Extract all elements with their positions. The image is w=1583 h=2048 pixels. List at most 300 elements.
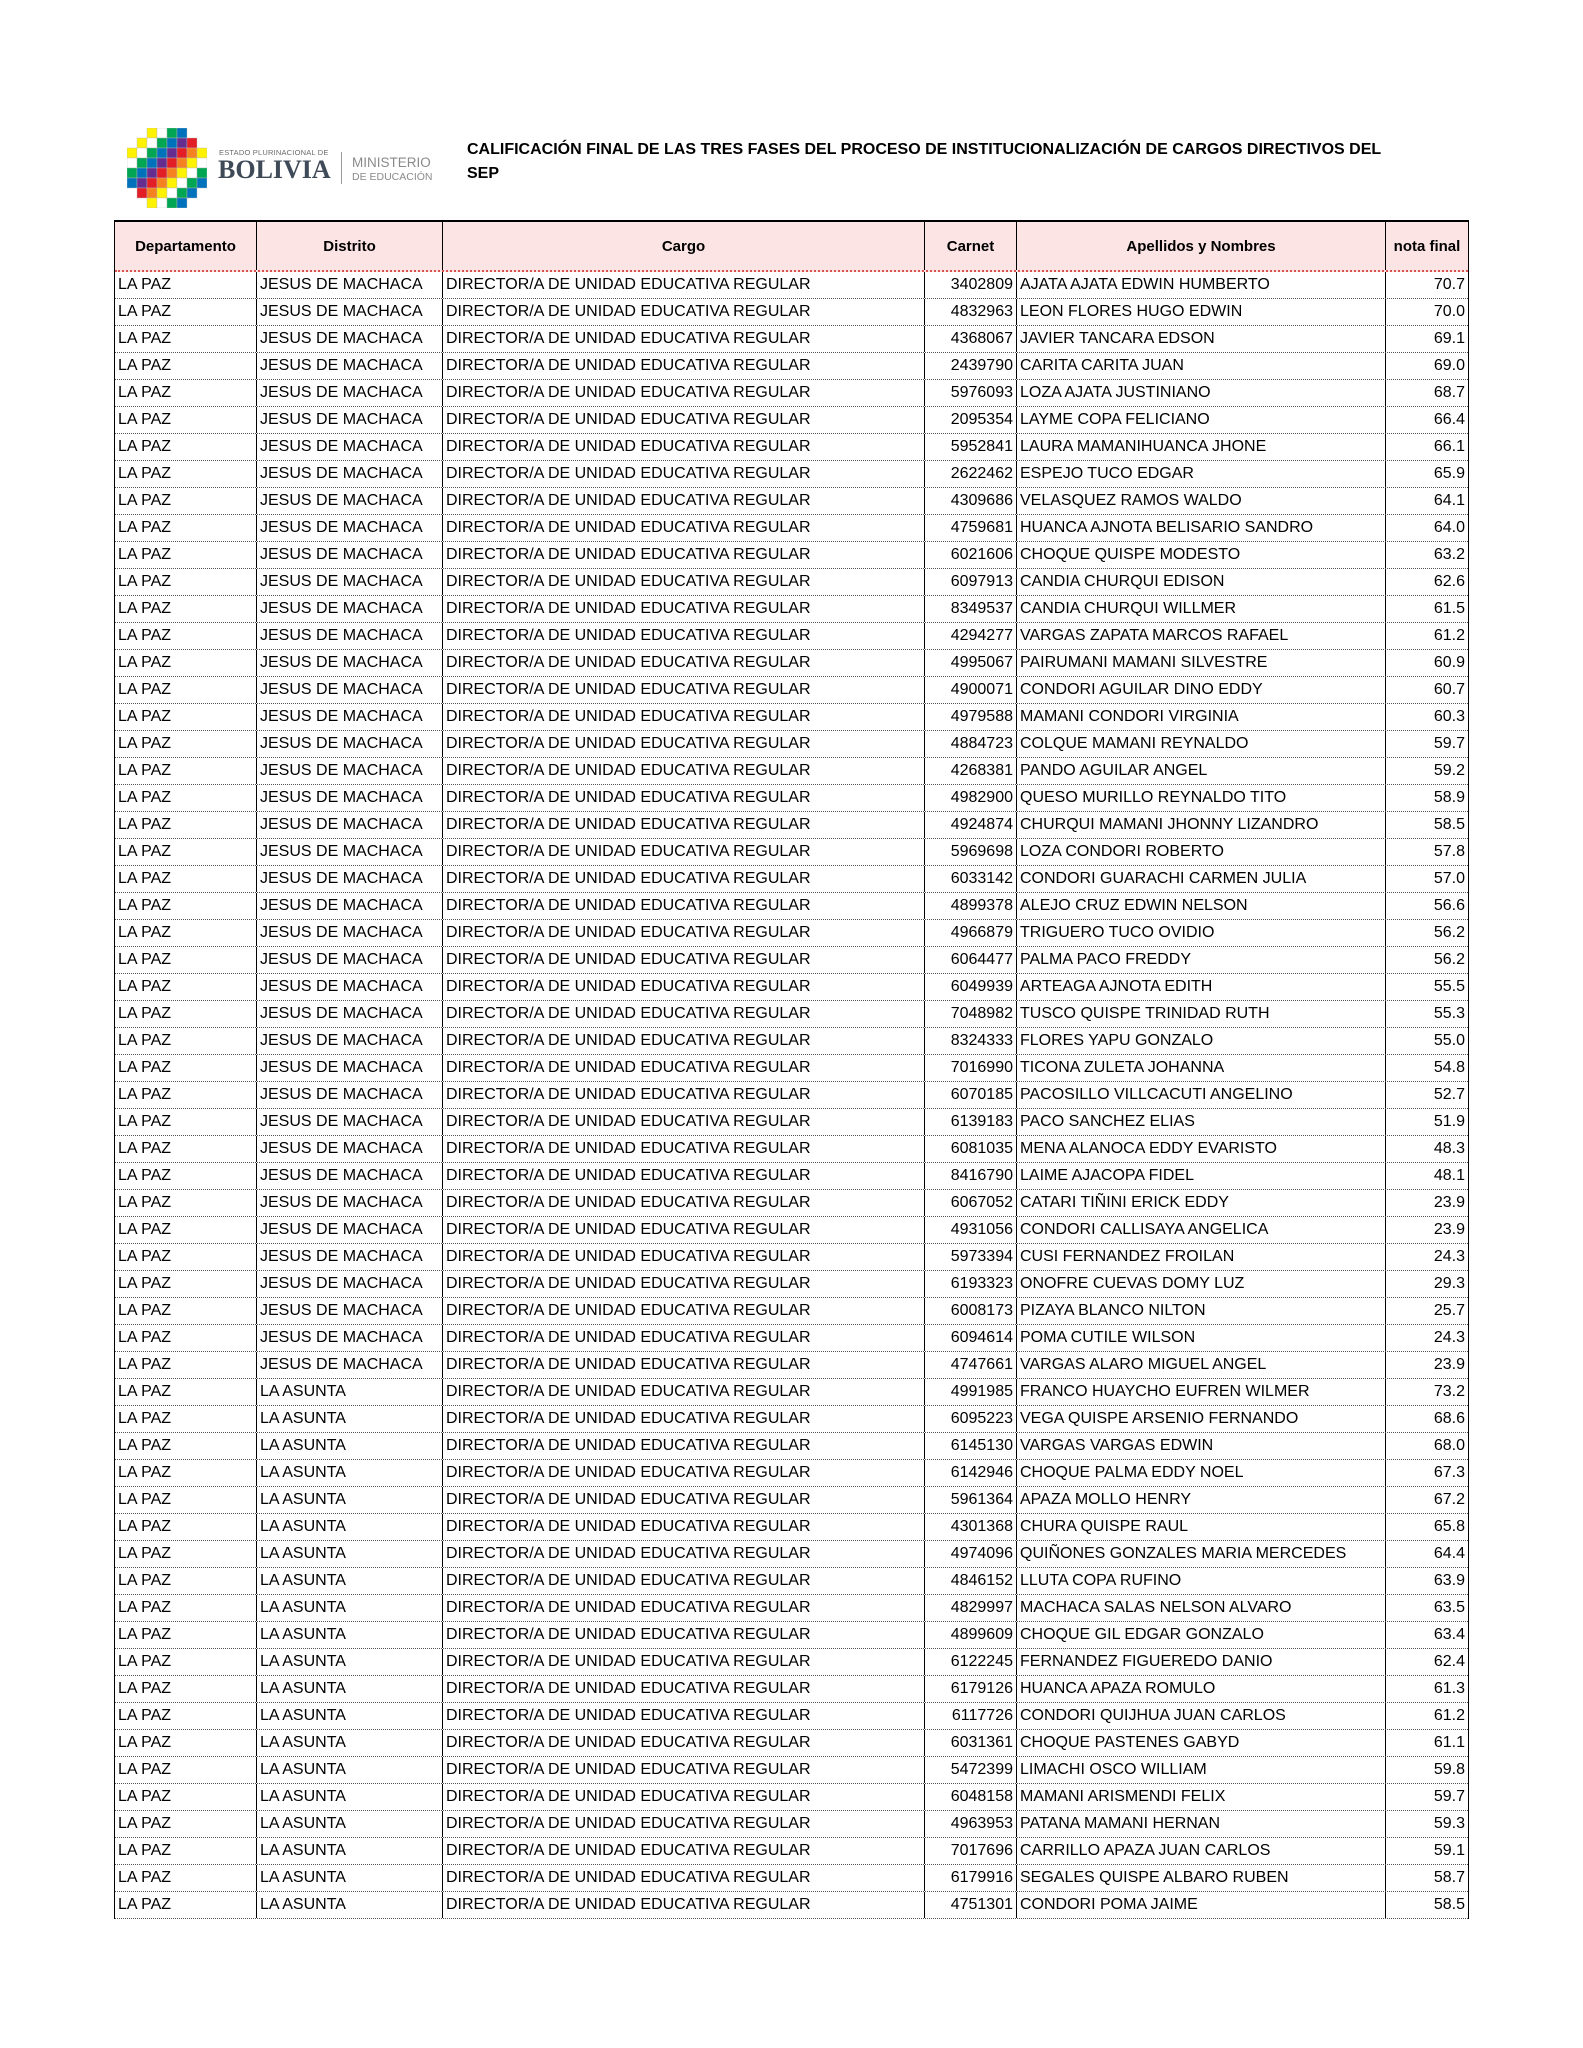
nota-final-cell: 63.2 <box>1433 546 1465 563</box>
table-row <box>115 1595 1468 1622</box>
table-row <box>115 434 1468 461</box>
carnet-cell: 6021606 <box>925 542 1017 568</box>
carnet-cell: 8416790 <box>925 1163 1017 1189</box>
table-row <box>115 515 1468 542</box>
nota-final-cell: 56.2 <box>1433 924 1465 941</box>
cargo-cell: DIRECTOR/A DE UNIDAD EDUCATIVA REGULAR <box>443 1433 925 1459</box>
table-row <box>115 704 1468 731</box>
cargo-cell: DIRECTOR/A DE UNIDAD EDUCATIVA REGULAR <box>443 380 925 406</box>
cargo-cell: DIRECTOR/A DE UNIDAD EDUCATIVA REGULAR <box>443 1811 925 1837</box>
distrito-cell: LA ASUNTA <box>257 1811 443 1837</box>
carnet-cell: 6049939 <box>925 974 1017 1000</box>
distrito-cell: LA ASUNTA <box>257 1892 443 1918</box>
distrito-cell: JESUS DE MACHACA <box>257 299 443 325</box>
departamento-cell: LA PAZ <box>115 407 257 433</box>
carnet-cell: 6095223 <box>925 1406 1017 1432</box>
distrito-cell: LA ASUNTA <box>257 1433 443 1459</box>
emblem-square <box>157 178 167 188</box>
document-title-line2: SEP <box>467 165 500 182</box>
table-row <box>115 1757 1468 1784</box>
cargo-cell: DIRECTOR/A DE UNIDAD EDUCATIVA REGULAR <box>443 731 925 757</box>
emblem-square <box>157 188 167 198</box>
table-row <box>115 1514 1468 1541</box>
cargo-cell: DIRECTOR/A DE UNIDAD EDUCATIVA REGULAR <box>443 1406 925 1432</box>
nota-final-cell: 23.9 <box>1433 1194 1465 1211</box>
cargo-cell: DIRECTOR/A DE UNIDAD EDUCATIVA REGULAR <box>443 1082 925 1108</box>
apellidos-nombres-cell: CONDORI GUARACHI CARMEN JULIA <box>1017 866 1386 892</box>
nota-final-cell: 58.5 <box>1433 816 1465 833</box>
carnet-cell: 4931056 <box>925 1217 1017 1243</box>
distrito-cell: LA ASUNTA <box>257 1406 443 1432</box>
apellidos-nombres-cell: HUANCA APAZA ROMULO <box>1017 1676 1386 1702</box>
column-header-cargo: Cargo <box>443 222 925 270</box>
apellidos-nombres-cell: PAIRUMANI MAMANI SILVESTRE <box>1017 650 1386 676</box>
apellidos-nombres-cell: FERNANDEZ FIGUEREDO DANIO <box>1017 1649 1386 1675</box>
departamento-cell: LA PAZ <box>115 839 257 865</box>
table-row <box>115 623 1468 650</box>
distrito-cell: LA ASUNTA <box>257 1730 443 1756</box>
departamento-cell: LA PAZ <box>115 1676 257 1702</box>
apellidos-nombres-cell: CONDORI CALLISAYA ANGELICA <box>1017 1217 1386 1243</box>
table-row <box>115 920 1468 947</box>
departamento-cell: LA PAZ <box>115 1055 257 1081</box>
distrito-cell: JESUS DE MACHACA <box>257 1352 443 1378</box>
carnet-cell: 5961364 <box>925 1487 1017 1513</box>
cargo-cell: DIRECTOR/A DE UNIDAD EDUCATIVA REGULAR <box>443 1001 925 1027</box>
emblem-square <box>187 158 197 168</box>
nota-final-cell: 73.2 <box>1433 1383 1465 1400</box>
nota-final-cell: 70.0 <box>1433 303 1465 320</box>
cargo-cell: DIRECTOR/A DE UNIDAD EDUCATIVA REGULAR <box>443 488 925 514</box>
departamento-cell: LA PAZ <box>115 677 257 703</box>
table-row <box>115 1811 1468 1838</box>
column-header-carnet: Carnet <box>925 222 1017 270</box>
apellidos-nombres-cell: VELASQUEZ RAMOS WALDO <box>1017 488 1386 514</box>
apellidos-nombres-cell: PACO SANCHEZ ELIAS <box>1017 1109 1386 1135</box>
table-row <box>115 974 1468 1001</box>
apellidos-nombres-cell: ARTEAGA AJNOTA EDITH <box>1017 974 1386 1000</box>
emblem-square <box>127 158 137 168</box>
emblem-square <box>197 178 207 188</box>
table-row <box>115 299 1468 326</box>
carnet-cell: 6117726 <box>925 1703 1017 1729</box>
table-row <box>115 326 1468 353</box>
departamento-cell: LA PAZ <box>115 1460 257 1486</box>
departamento-cell: LA PAZ <box>115 1217 257 1243</box>
distrito-cell: LA ASUNTA <box>257 1622 443 1648</box>
departamento-cell: LA PAZ <box>115 1325 257 1351</box>
emblem-square <box>167 138 177 148</box>
cargo-cell: DIRECTOR/A DE UNIDAD EDUCATIVA REGULAR <box>443 1892 925 1918</box>
departamento-cell: LA PAZ <box>115 353 257 379</box>
distrito-cell: JESUS DE MACHACA <box>257 731 443 757</box>
departamento-cell: LA PAZ <box>115 1541 257 1567</box>
cargo-cell: DIRECTOR/A DE UNIDAD EDUCATIVA REGULAR <box>443 569 925 595</box>
distrito-cell: LA ASUNTA <box>257 1541 443 1567</box>
carnet-cell: 6145130 <box>925 1433 1017 1459</box>
apellidos-nombres-cell: CHOQUE GIL EDGAR GONZALO <box>1017 1622 1386 1648</box>
table-row <box>115 1163 1468 1190</box>
departamento-cell: LA PAZ <box>115 1406 257 1432</box>
apellidos-nombres-cell: LAURA MAMANIHUANCA JHONE <box>1017 434 1386 460</box>
nota-final-cell: 61.2 <box>1433 1707 1465 1724</box>
apellidos-nombres-cell: LOZA AJATA JUSTINIANO <box>1017 380 1386 406</box>
nota-final-cell: 59.7 <box>1433 735 1465 752</box>
nota-final-cell: 54.8 <box>1433 1059 1465 1076</box>
carnet-cell: 4846152 <box>925 1568 1017 1594</box>
nota-final-cell: 25.7 <box>1433 1302 1465 1319</box>
carnet-cell: 4979588 <box>925 704 1017 730</box>
distrito-cell: JESUS DE MACHACA <box>257 407 443 433</box>
distrito-cell: JESUS DE MACHACA <box>257 434 443 460</box>
cargo-cell: DIRECTOR/A DE UNIDAD EDUCATIVA REGULAR <box>443 1568 925 1594</box>
cargo-cell: DIRECTOR/A DE UNIDAD EDUCATIVA REGULAR <box>443 1649 925 1675</box>
table-row <box>115 1082 1468 1109</box>
departamento-cell: LA PAZ <box>115 299 257 325</box>
departamento-cell: LA PAZ <box>115 1649 257 1675</box>
departamento-cell: LA PAZ <box>115 1703 257 1729</box>
cargo-cell: DIRECTOR/A DE UNIDAD EDUCATIVA REGULAR <box>443 1730 925 1756</box>
cargo-cell: DIRECTOR/A DE UNIDAD EDUCATIVA REGULAR <box>443 1514 925 1540</box>
distrito-cell: JESUS DE MACHACA <box>257 623 443 649</box>
emblem-square <box>177 198 187 208</box>
apellidos-nombres-cell: VARGAS VARGAS EDWIN <box>1017 1433 1386 1459</box>
apellidos-nombres-cell: POMA CUTILE WILSON <box>1017 1325 1386 1351</box>
distrito-cell: JESUS DE MACHACA <box>257 488 443 514</box>
carnet-cell: 8324333 <box>925 1028 1017 1054</box>
emblem-square <box>187 168 197 178</box>
cargo-cell: DIRECTOR/A DE UNIDAD EDUCATIVA REGULAR <box>443 623 925 649</box>
nota-final-cell: 68.0 <box>1433 1437 1465 1454</box>
emblem-square <box>187 178 197 188</box>
apellidos-nombres-cell: COLQUE MAMANI REYNALDO <box>1017 731 1386 757</box>
table-row <box>115 812 1468 839</box>
distrito-cell: JESUS DE MACHACA <box>257 1028 443 1054</box>
distrito-cell: JESUS DE MACHACA <box>257 974 443 1000</box>
distrito-cell: JESUS DE MACHACA <box>257 1244 443 1270</box>
departamento-cell: LA PAZ <box>115 1433 257 1459</box>
cargo-cell: DIRECTOR/A DE UNIDAD EDUCATIVA REGULAR <box>443 542 925 568</box>
carnet-cell: 4294277 <box>925 623 1017 649</box>
logo-state-text: ESTADO PLURINACIONAL DE <box>219 148 329 157</box>
departamento-cell: LA PAZ <box>115 920 257 946</box>
distrito-cell: LA ASUNTA <box>257 1784 443 1810</box>
nota-final-cell: 61.2 <box>1433 627 1465 644</box>
apellidos-nombres-cell: FLORES YAPU GONZALO <box>1017 1028 1386 1054</box>
table-row <box>115 1217 1468 1244</box>
apellidos-nombres-cell: CANDIA CHURQUI EDISON <box>1017 569 1386 595</box>
table-row <box>115 1460 1468 1487</box>
table-row <box>115 1136 1468 1163</box>
distrito-cell: LA ASUNTA <box>257 1460 443 1486</box>
carnet-cell: 6070185 <box>925 1082 1017 1108</box>
table-row <box>115 1055 1468 1082</box>
cargo-cell: DIRECTOR/A DE UNIDAD EDUCATIVA REGULAR <box>443 785 925 811</box>
emblem-square <box>157 138 167 148</box>
emblem-square <box>147 128 157 138</box>
cargo-cell: DIRECTOR/A DE UNIDAD EDUCATIVA REGULAR <box>443 1541 925 1567</box>
cargo-cell: DIRECTOR/A DE UNIDAD EDUCATIVA REGULAR <box>443 1784 925 1810</box>
table-row <box>115 353 1468 380</box>
distrito-cell: JESUS DE MACHACA <box>257 758 443 784</box>
nota-final-cell: 61.5 <box>1433 600 1465 617</box>
distrito-cell: JESUS DE MACHACA <box>257 353 443 379</box>
table-row <box>115 1784 1468 1811</box>
departamento-cell: LA PAZ <box>115 1595 257 1621</box>
table-row <box>115 1703 1468 1730</box>
nota-final-cell: 65.8 <box>1433 1518 1465 1535</box>
cargo-cell: DIRECTOR/A DE UNIDAD EDUCATIVA REGULAR <box>443 299 925 325</box>
table-row <box>115 650 1468 677</box>
departamento-cell: LA PAZ <box>115 785 257 811</box>
distrito-cell: LA ASUNTA <box>257 1487 443 1513</box>
table-row <box>115 380 1468 407</box>
column-header-nota-final: nota final <box>1393 237 1461 255</box>
nota-final-cell: 63.4 <box>1433 1626 1465 1643</box>
departamento-cell: LA PAZ <box>115 1514 257 1540</box>
departamento-cell: LA PAZ <box>115 488 257 514</box>
apellidos-nombres-cell: VEGA QUISPE ARSENIO FERNANDO <box>1017 1406 1386 1432</box>
departamento-cell: LA PAZ <box>115 1892 257 1918</box>
emblem-square <box>177 168 187 178</box>
distrito-cell: JESUS DE MACHACA <box>257 1298 443 1324</box>
cargo-cell: DIRECTOR/A DE UNIDAD EDUCATIVA REGULAR <box>443 326 925 352</box>
carnet-cell: 2622462 <box>925 461 1017 487</box>
apellidos-nombres-cell: TUSCO QUISPE TRINIDAD RUTH <box>1017 1001 1386 1027</box>
departamento-cell: LA PAZ <box>115 947 257 973</box>
table-row <box>115 488 1468 515</box>
departamento-cell: LA PAZ <box>115 434 257 460</box>
carnet-cell: 6193323 <box>925 1271 1017 1297</box>
cargo-cell: DIRECTOR/A DE UNIDAD EDUCATIVA REGULAR <box>443 1244 925 1270</box>
apellidos-nombres-cell: CUSI FERNANDEZ FROILAN <box>1017 1244 1386 1270</box>
nota-final-cell: 66.4 <box>1433 411 1465 428</box>
departamento-cell: LA PAZ <box>115 272 257 298</box>
apellidos-nombres-cell: CHURQUI MAMANI JHONNY LIZANDRO <box>1017 812 1386 838</box>
apellidos-nombres-cell: LEON FLORES HUGO EDWIN <box>1017 299 1386 325</box>
cargo-cell: DIRECTOR/A DE UNIDAD EDUCATIVA REGULAR <box>443 272 925 298</box>
distrito-cell: JESUS DE MACHACA <box>257 704 443 730</box>
carnet-cell: 5973394 <box>925 1244 1017 1270</box>
table-row <box>115 1379 1468 1406</box>
emblem-square <box>127 178 137 188</box>
departamento-cell: LA PAZ <box>115 326 257 352</box>
nota-final-cell: 48.3 <box>1433 1140 1465 1157</box>
apellidos-nombres-cell: PALMA PACO FREDDY <box>1017 947 1386 973</box>
table-row <box>115 839 1468 866</box>
distrito-cell: JESUS DE MACHACA <box>257 920 443 946</box>
departamento-cell: LA PAZ <box>115 1784 257 1810</box>
apellidos-nombres-cell: MAMANI CONDORI VIRGINIA <box>1017 704 1386 730</box>
nota-final-cell: 52.7 <box>1433 1086 1465 1103</box>
nota-final-cell: 59.3 <box>1433 1815 1465 1832</box>
table-row <box>115 1190 1468 1217</box>
cargo-cell: DIRECTOR/A DE UNIDAD EDUCATIVA REGULAR <box>443 407 925 433</box>
emblem-square <box>157 198 167 208</box>
distrito-cell: JESUS DE MACHACA <box>257 677 443 703</box>
table-row <box>115 569 1468 596</box>
cargo-cell: DIRECTOR/A DE UNIDAD EDUCATIVA REGULAR <box>443 947 925 973</box>
apellidos-nombres-cell: CHOQUE PALMA EDDY NOEL <box>1017 1460 1386 1486</box>
nota-final-cell: 68.7 <box>1433 384 1465 401</box>
emblem-square <box>177 148 187 158</box>
departamento-cell: LA PAZ <box>115 1811 257 1837</box>
departamento-cell: LA PAZ <box>115 1487 257 1513</box>
carnet-cell: 6031361 <box>925 1730 1017 1756</box>
document-title <box>467 138 1381 186</box>
carnet-cell: 6094614 <box>925 1325 1017 1351</box>
table-row <box>115 1244 1468 1271</box>
cargo-cell: DIRECTOR/A DE UNIDAD EDUCATIVA REGULAR <box>443 866 925 892</box>
cargo-cell: DIRECTOR/A DE UNIDAD EDUCATIVA REGULAR <box>443 839 925 865</box>
apellidos-nombres-cell: AJATA AJATA EDWIN HUMBERTO <box>1017 272 1386 298</box>
cargo-cell: DIRECTOR/A DE UNIDAD EDUCATIVA REGULAR <box>443 1325 925 1351</box>
table-row <box>115 1028 1468 1055</box>
logo-divider <box>341 152 342 184</box>
logo-ministry-line2: DE EDUCACIÓN <box>352 171 433 183</box>
carnet-cell: 4900071 <box>925 677 1017 703</box>
apellidos-nombres-cell: QUESO MURILLO REYNALDO TITO <box>1017 785 1386 811</box>
emblem-square <box>197 168 207 178</box>
table-row <box>115 1676 1468 1703</box>
nota-final-cell: 64.0 <box>1433 519 1465 536</box>
nota-final-cell: 48.1 <box>1433 1167 1465 1184</box>
distrito-cell: JESUS DE MACHACA <box>257 893 443 919</box>
emblem-square <box>157 128 167 138</box>
departamento-cell: LA PAZ <box>115 1001 257 1027</box>
nota-final-cell: 60.7 <box>1433 681 1465 698</box>
nota-final-cell: 67.2 <box>1433 1491 1465 1508</box>
apellidos-nombres-cell: SEGALES QUISPE ALBARO RUBEN <box>1017 1865 1386 1891</box>
apellidos-nombres-cell: QUIÑONES GONZALES MARIA MERCEDES <box>1017 1541 1386 1567</box>
emblem-square <box>177 138 187 148</box>
carnet-cell: 7017696 <box>925 1838 1017 1864</box>
departamento-cell: LA PAZ <box>115 758 257 784</box>
departamento-cell: LA PAZ <box>115 812 257 838</box>
carnet-cell: 3402809 <box>925 272 1017 298</box>
departamento-cell: LA PAZ <box>115 974 257 1000</box>
table-row <box>115 1487 1468 1514</box>
emblem-square <box>137 178 147 188</box>
departamento-cell: LA PAZ <box>115 1028 257 1054</box>
logo-ministry-line1: MINISTERIO <box>352 155 431 170</box>
departamento-cell: LA PAZ <box>115 1757 257 1783</box>
results-table <box>114 220 1469 1919</box>
column-header-distrito: Distrito <box>257 222 443 270</box>
table-row <box>115 596 1468 623</box>
apellidos-nombres-cell: FRANCO HUAYCHO EUFREN WILMER <box>1017 1379 1386 1405</box>
emblem-square <box>157 148 167 158</box>
table-row <box>115 1352 1468 1379</box>
cargo-cell: DIRECTOR/A DE UNIDAD EDUCATIVA REGULAR <box>443 1676 925 1702</box>
carnet-cell: 6033142 <box>925 866 1017 892</box>
distrito-cell: JESUS DE MACHACA <box>257 1190 443 1216</box>
distrito-cell: JESUS DE MACHACA <box>257 947 443 973</box>
table-header-row <box>115 220 1468 272</box>
distrito-cell: JESUS DE MACHACA <box>257 326 443 352</box>
emblem-square <box>147 138 157 148</box>
emblem-square <box>147 188 157 198</box>
cargo-cell: DIRECTOR/A DE UNIDAD EDUCATIVA REGULAR <box>443 1460 925 1486</box>
apellidos-nombres-cell: ESPEJO TUCO EDGAR <box>1017 461 1386 487</box>
apellidos-nombres-cell: CONDORI AGUILAR DINO EDDY <box>1017 677 1386 703</box>
table-body <box>115 272 1468 1919</box>
cargo-cell: DIRECTOR/A DE UNIDAD EDUCATIVA REGULAR <box>443 1865 925 1891</box>
emblem-square <box>167 128 177 138</box>
distrito-cell: JESUS DE MACHACA <box>257 542 443 568</box>
emblem-square <box>167 188 177 198</box>
emblem-square <box>137 158 147 168</box>
nota-final-cell: 59.2 <box>1433 762 1465 779</box>
table-row <box>115 866 1468 893</box>
emblem-square <box>127 148 137 158</box>
departamento-cell: LA PAZ <box>115 704 257 730</box>
departamento-cell: LA PAZ <box>115 1730 257 1756</box>
table-row <box>115 893 1468 920</box>
nota-final-cell: 51.9 <box>1433 1113 1465 1130</box>
table-row <box>115 1730 1468 1757</box>
distrito-cell: JESUS DE MACHACA <box>257 380 443 406</box>
apellidos-nombres-cell: PATANA MAMANI HERNAN <box>1017 1811 1386 1837</box>
distrito-cell: LA ASUNTA <box>257 1649 443 1675</box>
distrito-cell: LA ASUNTA <box>257 1379 443 1405</box>
cargo-cell: DIRECTOR/A DE UNIDAD EDUCATIVA REGULAR <box>443 1109 925 1135</box>
carnet-cell: 6179916 <box>925 1865 1017 1891</box>
departamento-cell: LA PAZ <box>115 515 257 541</box>
apellidos-nombres-cell: LLUTA COPA RUFINO <box>1017 1568 1386 1594</box>
nota-final-cell: 61.3 <box>1433 1680 1465 1697</box>
cargo-cell: DIRECTOR/A DE UNIDAD EDUCATIVA REGULAR <box>443 1622 925 1648</box>
distrito-cell: JESUS DE MACHACA <box>257 1217 443 1243</box>
departamento-cell: LA PAZ <box>115 1190 257 1216</box>
cargo-cell: DIRECTOR/A DE UNIDAD EDUCATIVA REGULAR <box>443 893 925 919</box>
carnet-cell: 6067052 <box>925 1190 1017 1216</box>
table-row <box>115 731 1468 758</box>
cargo-cell: DIRECTOR/A DE UNIDAD EDUCATIVA REGULAR <box>443 812 925 838</box>
apellidos-nombres-cell: MAMANI ARISMENDI FELIX <box>1017 1784 1386 1810</box>
departamento-cell: LA PAZ <box>115 1838 257 1864</box>
distrito-cell: JESUS DE MACHACA <box>257 1136 443 1162</box>
carnet-cell: 7016990 <box>925 1055 1017 1081</box>
carnet-cell: 4884723 <box>925 731 1017 757</box>
emblem-square <box>157 158 167 168</box>
departamento-cell: LA PAZ <box>115 1865 257 1891</box>
nota-final-cell: 55.5 <box>1433 978 1465 995</box>
nota-final-cell: 63.9 <box>1433 1572 1465 1589</box>
apellidos-nombres-cell: TICONA ZULETA JOHANNA <box>1017 1055 1386 1081</box>
nota-final-cell: 63.5 <box>1433 1599 1465 1616</box>
carnet-cell: 5976093 <box>925 380 1017 406</box>
cargo-cell: DIRECTOR/A DE UNIDAD EDUCATIVA REGULAR <box>443 1838 925 1864</box>
emblem-square <box>127 168 137 178</box>
distrito-cell: LA ASUNTA <box>257 1676 443 1702</box>
departamento-cell: LA PAZ <box>115 1109 257 1135</box>
nota-final-cell: 58.7 <box>1433 1869 1465 1886</box>
carnet-cell: 4991985 <box>925 1379 1017 1405</box>
distrito-cell: LA ASUNTA <box>257 1757 443 1783</box>
carnet-cell: 6008173 <box>925 1298 1017 1324</box>
table-row <box>115 1406 1468 1433</box>
carnet-cell: 2095354 <box>925 407 1017 433</box>
carnet-cell: 7048982 <box>925 1001 1017 1027</box>
distrito-cell: LA ASUNTA <box>257 1838 443 1864</box>
departamento-cell: LA PAZ <box>115 650 257 676</box>
cargo-cell: DIRECTOR/A DE UNIDAD EDUCATIVA REGULAR <box>443 353 925 379</box>
emblem-square <box>177 128 187 138</box>
apellidos-nombres-cell: CONDORI POMA JAIME <box>1017 1892 1386 1918</box>
cargo-cell: DIRECTOR/A DE UNIDAD EDUCATIVA REGULAR <box>443 704 925 730</box>
carnet-cell: 4368067 <box>925 326 1017 352</box>
